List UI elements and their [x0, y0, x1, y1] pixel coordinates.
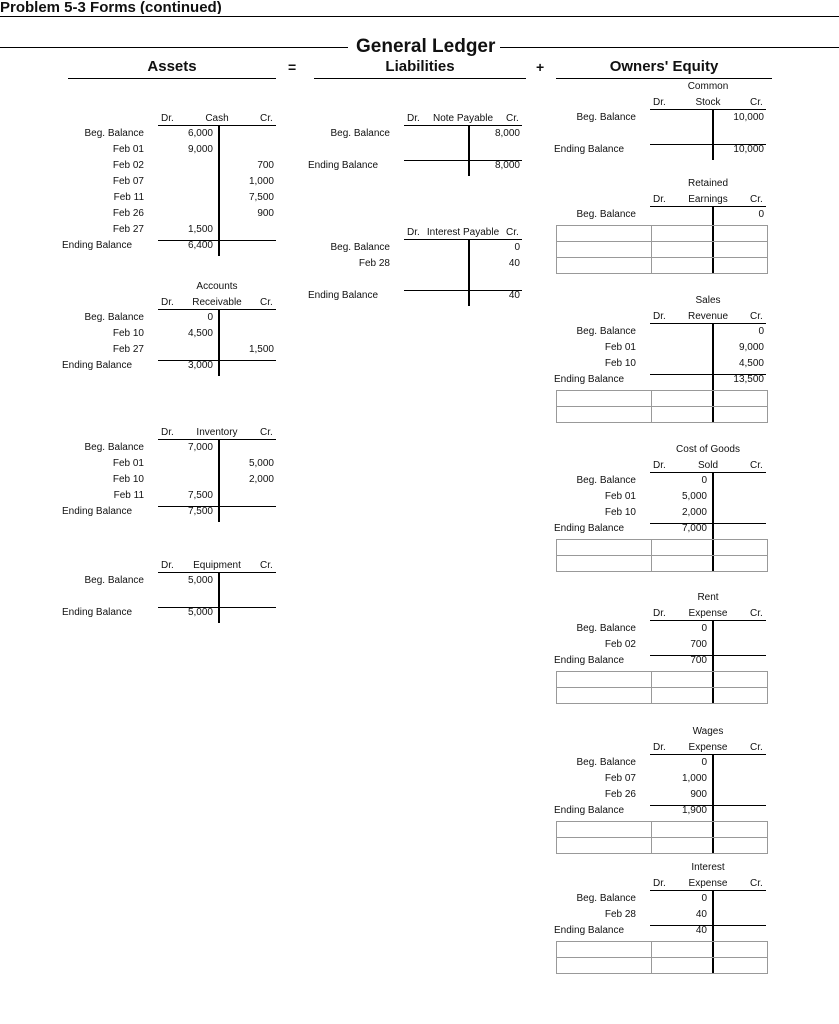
sales-revenue-name-line1: Sales	[695, 295, 721, 306]
blank-row	[557, 242, 767, 258]
retained-earnings-name: Earnings	[688, 194, 728, 205]
inventory-cr-label: Cr.	[260, 427, 273, 438]
debit-value: 1,900	[681, 805, 707, 816]
blank-row	[557, 942, 767, 958]
blank-row	[557, 672, 767, 688]
row-label: Feb 07	[112, 176, 144, 187]
credit-value: 4,500	[738, 358, 764, 369]
ar-name: Receivable	[192, 297, 242, 308]
sales-revenue-top-rule	[650, 323, 766, 324]
row-label: Feb 02	[112, 160, 144, 171]
debit-value: 700	[690, 639, 707, 650]
row-label: Feb 01	[604, 491, 636, 502]
cash-name: Cash	[205, 113, 229, 124]
assets-heading: Assets	[147, 58, 197, 75]
interest-expense-blank-rows	[556, 941, 768, 974]
row-label: Beg. Balance	[84, 442, 144, 453]
common-stock-top-rule	[650, 109, 766, 110]
retained-earnings-name-line1: Retained	[687, 178, 729, 189]
cash-dr-label: Dr.	[161, 113, 174, 124]
common-stock-t-line	[712, 109, 714, 160]
row-label: Feb 28	[358, 258, 390, 269]
ar-name-line1: Accounts	[196, 281, 238, 292]
debit-value: 2,000	[681, 507, 707, 518]
liabilities-heading: Liabilities	[385, 58, 455, 75]
blank-row	[557, 258, 767, 274]
row-label: Feb 27	[112, 224, 144, 235]
row-label: Ending Balance	[554, 655, 625, 666]
credit-value: 1,500	[248, 344, 274, 355]
debit-value: 0	[207, 312, 213, 323]
grid-sep	[651, 672, 652, 704]
credit-value: 700	[257, 160, 274, 171]
cash-t-line	[218, 125, 220, 256]
row-label: Ending Balance	[554, 805, 625, 816]
interest-expense-name: Expense	[688, 878, 728, 889]
debit-value: 0	[701, 475, 707, 486]
debit-value: 7,000	[681, 523, 707, 534]
retained-earnings-blank-rows	[556, 225, 768, 274]
row-label: Ending Balance	[554, 523, 625, 534]
row-label: Beg. Balance	[576, 209, 636, 220]
row-label: Feb 27	[112, 344, 144, 355]
interest-expense-name-line1: Interest	[691, 862, 725, 873]
note-payable-dr-label: Dr.	[407, 113, 420, 124]
credit-value: 0	[758, 326, 764, 337]
debit-value: 7,500	[187, 506, 213, 517]
equipment-t-line	[218, 572, 220, 623]
debit-value: 0	[701, 623, 707, 634]
rent-expense-top-rule	[650, 620, 766, 621]
debit-value: 5,000	[187, 607, 213, 618]
debit-value: 1,000	[681, 773, 707, 784]
interest-payable-dr-label: Dr.	[407, 227, 420, 238]
sales-revenue-dr-label: Dr.	[653, 311, 666, 322]
row-label: Feb 26	[604, 789, 636, 800]
row-label: Feb 28	[604, 909, 636, 920]
cogs-name-line1: Cost of Goods	[676, 444, 740, 455]
debit-value: 4,500	[187, 328, 213, 339]
cogs-top-rule	[650, 472, 766, 473]
ledger-rule-left	[0, 47, 348, 48]
interest-payable-name: Interest Payable	[426, 227, 500, 238]
debit-value: 6,400	[187, 240, 213, 251]
inventory-dr-label: Dr.	[161, 427, 174, 438]
ar-cr-label: Cr.	[260, 297, 273, 308]
equals-sign: =	[288, 59, 297, 75]
rent-expense-blank-rows	[556, 671, 768, 704]
rent-expense-dr-label: Dr.	[653, 608, 666, 619]
debit-value: 40	[695, 925, 707, 936]
row-label: Ending Balance	[62, 607, 133, 618]
blank-row	[557, 958, 767, 974]
sales-revenue-name: Revenue	[687, 311, 729, 322]
row-label: Beg. Balance	[576, 623, 636, 634]
plus-sign: +	[536, 59, 545, 75]
cash-top-rule	[158, 125, 276, 126]
credit-value: 1,000	[248, 176, 274, 187]
row-label: Feb 07	[604, 773, 636, 784]
interest-payable-t-line	[468, 239, 470, 306]
blank-row	[557, 556, 767, 572]
sales-revenue-cr-label: Cr.	[750, 311, 763, 322]
interest-payable-cr-label: Cr.	[506, 227, 519, 238]
common-stock-name-line1: Common	[687, 81, 729, 92]
credit-value: 9,000	[738, 342, 764, 353]
row-label: Feb 01	[604, 342, 636, 353]
ar-top-rule	[158, 309, 276, 310]
blank-row	[557, 391, 767, 407]
row-label: Ending Balance	[62, 506, 133, 517]
equipment-name: Equipment	[193, 560, 241, 571]
cash-cr-label: Cr.	[260, 113, 273, 124]
debit-value: 0	[701, 893, 707, 904]
cogs-dr-label: Dr.	[653, 460, 666, 471]
row-label: Beg. Balance	[330, 242, 390, 253]
debit-value: 40	[695, 909, 707, 920]
row-label: Feb 10	[604, 358, 636, 369]
credit-value: 10,000	[733, 144, 764, 155]
row-label: Feb 10	[604, 507, 636, 518]
row-label: Ending Balance	[62, 240, 133, 251]
header-rule	[0, 16, 839, 17]
grid-sep	[651, 391, 652, 423]
grid-sep	[651, 942, 652, 974]
inventory-top-rule	[158, 439, 276, 440]
grid-sep	[651, 226, 652, 274]
retained-earnings-top-rule	[650, 206, 766, 207]
debit-value: 700	[690, 655, 707, 666]
row-label: Beg. Balance	[576, 893, 636, 904]
row-label: Beg. Balance	[576, 757, 636, 768]
blank-row	[557, 226, 767, 242]
credit-value: 0	[514, 242, 520, 253]
credit-value: 5,000	[248, 458, 274, 469]
note-payable-name: Note Payable	[432, 113, 494, 124]
note-payable-top-rule	[404, 125, 522, 126]
inventory-t-line	[218, 439, 220, 522]
row-label: Beg. Balance	[84, 128, 144, 139]
debit-value: 7,000	[187, 442, 213, 453]
credit-value: 40	[508, 290, 520, 301]
row-label: Feb 26	[112, 208, 144, 219]
credit-value: 2,000	[248, 474, 274, 485]
debit-value: 900	[690, 789, 707, 800]
sales-revenue-blank-rows	[556, 390, 768, 423]
row-label: Feb 01	[112, 458, 144, 469]
ar-dr-label: Dr.	[161, 297, 174, 308]
credit-value: 40	[508, 258, 520, 269]
row-label: Feb 10	[112, 474, 144, 485]
equity-heading: Owners' Equity	[609, 58, 719, 75]
note-payable-cr-label: Cr.	[506, 113, 519, 124]
wages-expense-blank-rows	[556, 821, 768, 854]
ar-t-line	[218, 309, 220, 376]
cogs-cr-label: Cr.	[750, 460, 763, 471]
liabilities-rule	[314, 78, 526, 79]
row-label: Ending Balance	[308, 160, 379, 171]
assets-rule	[68, 78, 276, 79]
problem-header: Problem 5-3 Forms (continued)	[0, 0, 222, 14]
debit-value: 5,000	[187, 575, 213, 586]
blank-row	[557, 822, 767, 838]
row-label: Ending Balance	[308, 290, 379, 301]
wages-expense-name-line1: Wages	[692, 726, 724, 737]
wages-expense-dr-label: Dr.	[653, 742, 666, 753]
debit-value: 6,000	[187, 128, 213, 139]
row-label: Ending Balance	[554, 925, 625, 936]
interest-payable-top-rule	[404, 239, 522, 240]
debit-value: 7,500	[187, 490, 213, 501]
row-label: Ending Balance	[62, 360, 133, 371]
equipment-top-rule	[158, 572, 276, 573]
row-label: Feb 11	[113, 490, 144, 501]
wages-expense-name: Expense	[688, 742, 728, 753]
blank-row	[557, 688, 767, 704]
row-label: Feb 11	[113, 192, 144, 203]
interest-expense-dr-label: Dr.	[653, 878, 666, 889]
blank-row	[557, 838, 767, 854]
grid-sep	[651, 822, 652, 854]
row-label: Beg. Balance	[576, 326, 636, 337]
debit-value: 3,000	[187, 360, 213, 371]
credit-value: 8,000	[494, 128, 520, 139]
debit-value: 5,000	[681, 491, 707, 502]
wages-expense-cr-label: Cr.	[750, 742, 763, 753]
row-label: Beg. Balance	[84, 575, 144, 586]
equipment-cr-label: Cr.	[260, 560, 273, 571]
debit-value: 0	[701, 757, 707, 768]
wages-expense-top-rule	[650, 754, 766, 755]
debit-value: 9,000	[187, 144, 213, 155]
cogs-blank-rows	[556, 539, 768, 572]
row-label: Feb 01	[112, 144, 144, 155]
common-stock-dr-label: Dr.	[653, 97, 666, 108]
note-payable-t-line	[468, 125, 470, 176]
row-label: Beg. Balance	[84, 312, 144, 323]
retained-earnings-dr-label: Dr.	[653, 194, 666, 205]
row-label: Beg. Balance	[330, 128, 390, 139]
equity-rule	[556, 78, 772, 79]
row-label: Beg. Balance	[576, 475, 636, 486]
credit-value: 900	[257, 208, 274, 219]
credit-value: 7,500	[248, 192, 274, 203]
row-label: Ending Balance	[554, 144, 625, 155]
ledger-title: General Ledger	[356, 36, 496, 57]
row-label: Feb 02	[604, 639, 636, 650]
credit-value: 13,500	[733, 374, 764, 385]
common-stock-cr-label: Cr.	[750, 97, 763, 108]
blank-row	[557, 540, 767, 556]
retained-earnings-cr-label: Cr.	[750, 194, 763, 205]
row-label: Feb 10	[112, 328, 144, 339]
interest-expense-cr-label: Cr.	[750, 878, 763, 889]
ledger-rule-right	[500, 47, 839, 48]
rent-expense-name-line1: Rent	[697, 592, 719, 603]
row-label: Beg. Balance	[576, 112, 636, 123]
debit-value: 1,500	[187, 224, 213, 235]
blank-row	[557, 407, 767, 423]
credit-value: 8,000	[494, 160, 520, 171]
grid-sep	[651, 540, 652, 572]
credit-value: 0	[758, 209, 764, 220]
equipment-dr-label: Dr.	[161, 560, 174, 571]
row-label: Ending Balance	[554, 374, 625, 385]
inventory-name: Inventory	[196, 427, 238, 438]
rent-expense-name: Expense	[688, 608, 728, 619]
interest-expense-top-rule	[650, 890, 766, 891]
common-stock-name: Stock	[695, 97, 721, 108]
rent-expense-cr-label: Cr.	[750, 608, 763, 619]
cogs-name: Sold	[697, 460, 718, 471]
credit-value: 10,000	[733, 112, 764, 123]
